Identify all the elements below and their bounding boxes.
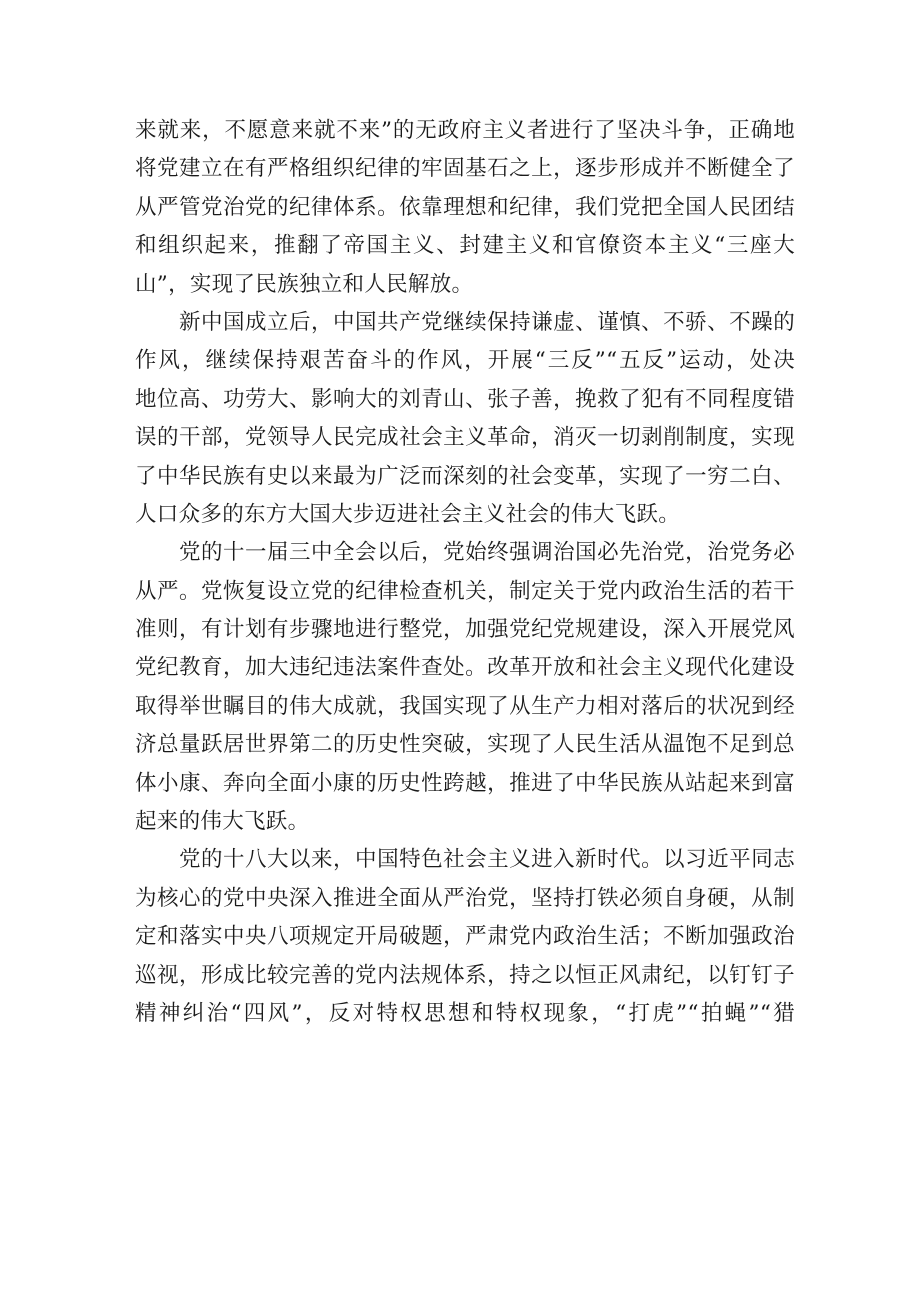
- text-line: 取得举世瞩目的伟大成就，我国实现了从生产力相对落后的状况到经: [135, 693, 795, 719]
- text-line: 起来的伟大飞跃。: [135, 809, 310, 835]
- body-text: [135, 112, 795, 1033]
- text-line: 和组织起来，推翻了帝国主义、封建主义和官僚资本主义“三座大: [135, 233, 795, 259]
- text-line: 了中华民族有史以来最为广泛而深刻的社会变革，实现了一穷二白、: [135, 463, 795, 489]
- text-line: 党纪教育，加大违纪违法案件查处。改革开放和社会主义现代化建设: [135, 655, 795, 681]
- text-line: 来就来，不愿意来就不来”的无政府主义者进行了坚决斗争，正确地: [135, 118, 795, 143]
- text-line: 地位高、功劳大、影响大的刘青山、张子善，挽救了犯有不同程度错: [135, 386, 795, 412]
- text-line: 党的十一届三中全会以后，党始终强调治国必先治党，治党务必: [179, 540, 795, 566]
- text-line: 人口众多的东方大国大步迈进社会主义社会的伟大飞跃。: [135, 501, 681, 527]
- text-line: 定和落实中央八项规定开局破题，严肃党内政治生活；不断加强政治: [135, 924, 795, 950]
- text-line: 为核心的党中央深入推进全面从严治党，坚持打铁必须自身硬，从制: [135, 885, 795, 911]
- text-line: 作风，继续保持艰苦奋斗的作风，开展“三反”“五反”运动，处决: [135, 348, 795, 374]
- text-line: 精神纠治“四风”，反对特权思想和特权现象，“打虎”“拍蝇”“猎: [135, 1000, 795, 1026]
- text-line: 误的干部，党领导人民完成社会主义革命，消灭一切剥削制度，实现: [135, 425, 795, 451]
- text-line: 新中国成立后，中国共产党继续保持谦虚、谨慎、不骄、不躁的: [179, 309, 795, 335]
- text-line: 从严管党治党的纪律体系。依靠理想和纪律，我们党把全国人民团结: [135, 194, 795, 220]
- text-line: 巡视，形成比较完善的党内法规体系，持之以恒正风肃纪，以钉钉子: [135, 962, 795, 988]
- text-line: 将党建立在有严格组织纪律的牢固基石之上，逐步形成并不断健全了: [135, 156, 795, 182]
- text-line: 体小康、奔向全面小康的历史性跨越，推进了中华民族从站起来到富: [135, 770, 795, 796]
- text-line: 准则，有计划有步骤地进行整党，加强党纪党规建设，深入开展党风: [135, 617, 795, 643]
- text-line: 山”，实现了民族独立和人民解放。: [135, 271, 474, 297]
- text-line: 济总量跃居世界第二的历史性突破，实现了人民生活从温饱不足到总: [135, 732, 795, 758]
- text-line: 从严。党恢复设立党的纪律检查机关，制定关于党内政治生活的若干: [135, 578, 795, 604]
- text-line: 党的十八大以来，中国特色社会主义进入新时代。以习近平同志: [179, 847, 795, 873]
